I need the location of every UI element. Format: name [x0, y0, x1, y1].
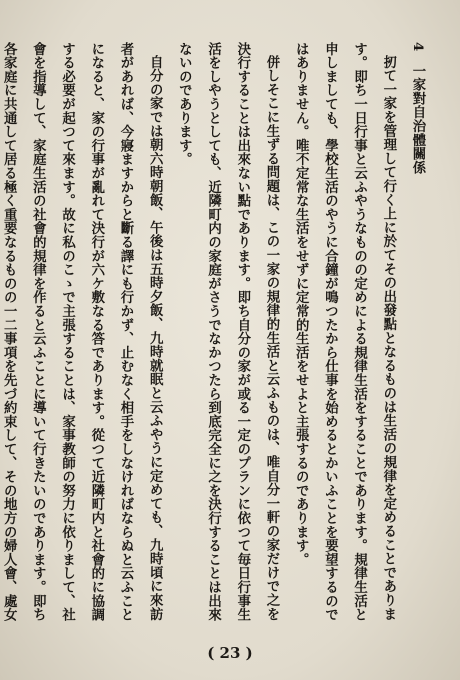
body-text: [1, 42, 432, 622]
paragraph: 自分の家では朝六時朝飯、午後は五時夕飯、九時就眠と云ふやうに定めても、九時頃に來訪者があれば、今寢ますからと斷る譯にも行かず、止むなく相手をしなければならぬと云ふことになると、家の行事が亂れて決行が六ケ敷なる答であります。從つて近隣町内と社會的に協調する必要が起つて來ます。故に私のこゝで主張することは、家事教師の努力に依りまして、社會を指導して、家庭生活の社會的規律を作ると云ふことに導いて行きたいのであります。即ち各家庭に共通して居る極く重要なるものの一二事項を先づ約束して、その地方の婦人會、處女: [1, 42, 164, 622]
page-number: ( 23 ): [207, 644, 253, 662]
paragraph: 併しそこに生ずる問題は、この一家の規律的生活と云ふものは、唯自分一軒の家だけで之を決行することは出來ない點であります。即ち自分の家が或る一定のプランに依つて毎日行事生活をしやうとしても、近隣町内の家庭がさうでなかつたら到底完全に之を決行することは出來ないのであります。: [176, 42, 280, 622]
section-title: 一家對自治體關係: [410, 63, 426, 175]
paragraph: 扨て一家を管理して行く上に於てその出發點となるものは生活の規律を定めることであります。即ち一日行事と云ふやうなものの定めによる規律生活をすることであります。規律生活と申しましても、學校生活のやうに合鐘が鳴つたから仕事を始めるとかいふことを要望するのではありません。唯不定常な生活をせずに定常的生活をせよと主張するのであります。: [293, 42, 397, 622]
section-heading: [403, 42, 432, 622]
section-number: 4: [410, 42, 426, 52]
